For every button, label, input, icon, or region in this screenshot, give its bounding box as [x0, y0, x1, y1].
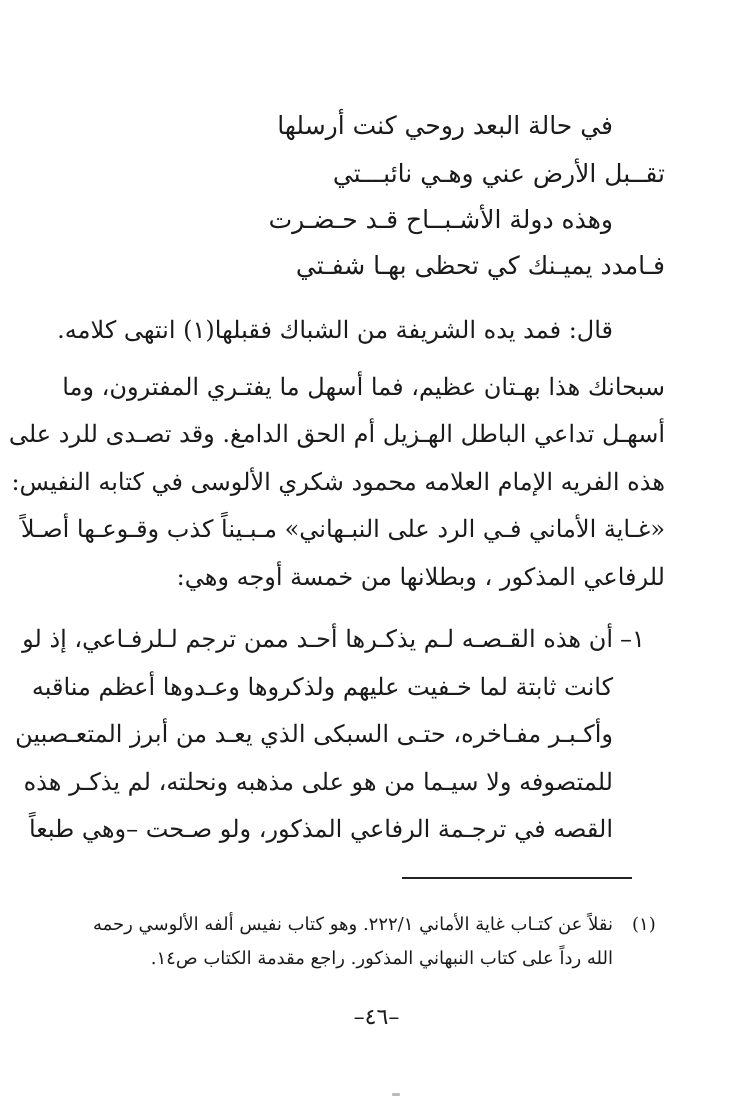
paragraph-line-5: للرفاعي المذكور ، وبطلانها من خمسة أوجه وهي: — [176, 563, 665, 591]
quote-end-line: قال: فمد يده الشريفة من الشباك فقبلها(١) انتهى كلامه. — [57, 316, 613, 344]
poem-verse-2: تقــبل الأرض عني وهـي نائبـــتي — [332, 159, 665, 188]
list-item-number: ١– — [620, 625, 645, 653]
list-item-line-3: وأكـبـر مفـاخره، حتـى السبكى الذي يعـد من أبرز المتعـصبين — [15, 720, 613, 748]
list-item-line-1: أن هذه القـصـه لـم يذكـرها أحـد ممن ترجم لـلرفـاعي، إذ لو — [22, 625, 613, 653]
poem-verse-4: فـامدد يميـنك كي تحظى بهـا شفـتي — [295, 251, 665, 280]
paragraph-line-1: سبحانك هذا بهـتان عظيم، فما أسهل ما يفتـري المفترون، وما — [62, 373, 665, 401]
list-item-line-4: للمتصوفه ولا سيـما من هو على مذهبه ونحلته، لم يذكـر هذه — [23, 768, 613, 796]
poem-verse-1: في حالة البعد روحي كنت أرسلها — [277, 111, 613, 140]
poem-verse-3: وهذه دولة الأشـبــاح قـد حـضـرت — [268, 205, 613, 234]
paragraph-line-3: هذه الفريه الإمام العلامه محمود شكري الألوسى في كتابه النفيس: — [11, 468, 665, 496]
footnote-separator — [402, 877, 632, 879]
page-number: –٤٦– — [353, 1005, 400, 1030]
paragraph-line-4: «غـاية الأماني فـي الرد على النبـهاني» مـبـيناً كذب وقـوعـها أصـلاً — [20, 515, 665, 543]
scan-speck — [392, 1093, 400, 1096]
list-item-line-2: كانت ثابتة لما خـفيت عليهم ولذكروها وعـدوها أعظم مناقبه — [31, 673, 613, 701]
footnote-line-1: نقلاً عن كتـاب غاية الأماني ٢٢٢/١. وهو كتاب نفيس ألفه الألوسي رحمه — [92, 914, 613, 935]
footnote-line-2: الله رداً على كتاب النبهاني المذكور. راجع مقدمة الكتاب ص١٤. — [150, 948, 613, 969]
footnote-marker: (١) — [632, 914, 656, 935]
paragraph-line-2: أسهـل تداعي الباطل الهـزيل أم الحق الدامغ. وقد تصـدى للرد على — [8, 420, 665, 448]
list-item-line-5: القصه في ترجـمة الرفاعي المذكور، ولو صـحت –وهي طبعاً — [28, 815, 613, 843]
